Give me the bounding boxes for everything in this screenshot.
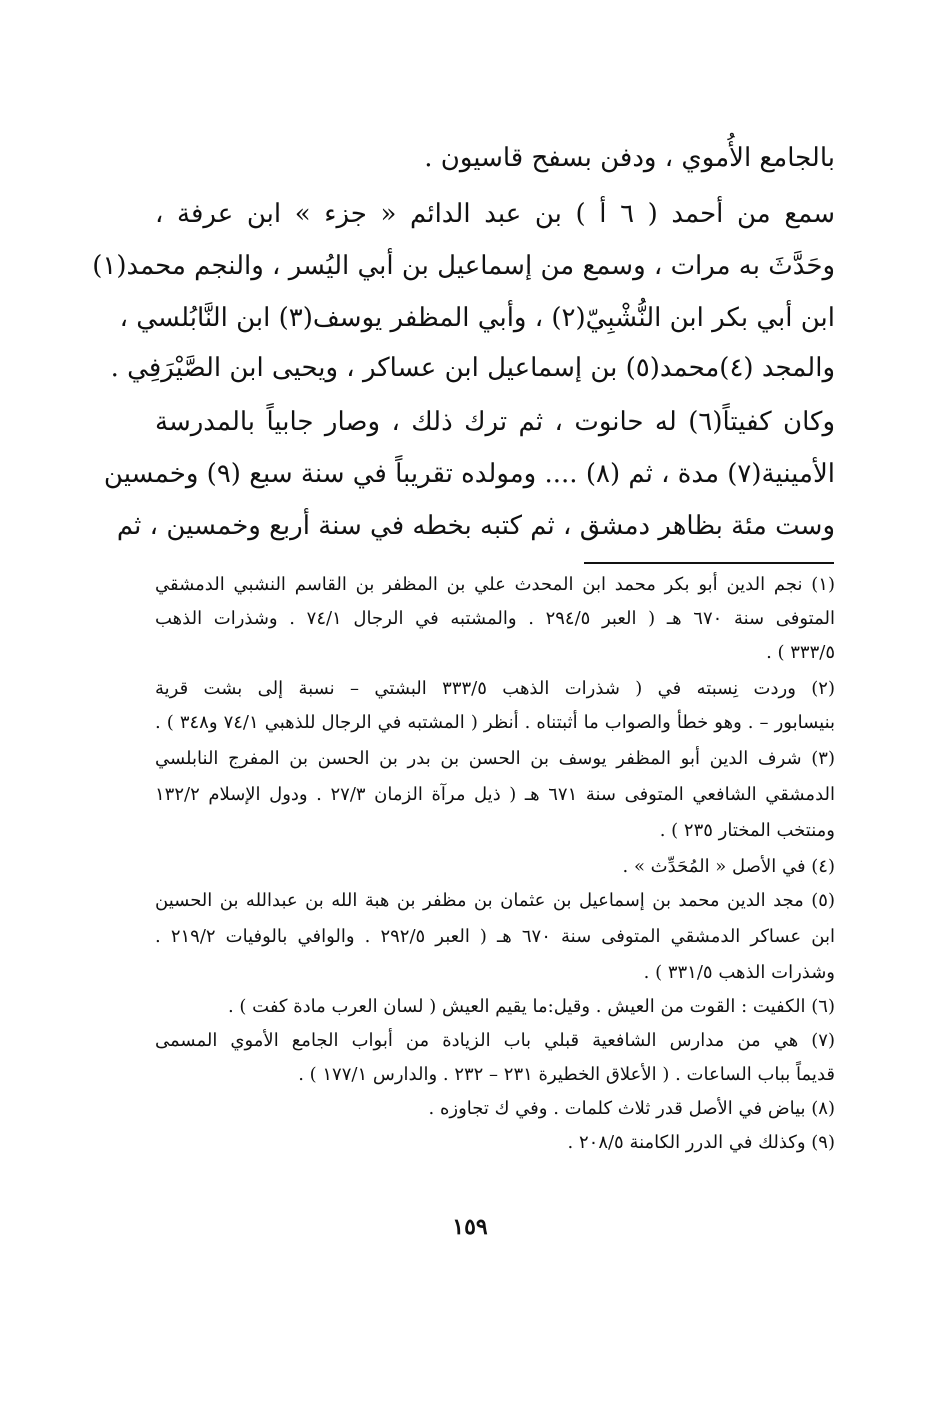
text-line: بالجامع الأُموي ، ودفن بسفح قاسيون . bbox=[424, 143, 835, 173]
page-number: ١٥٩ bbox=[452, 1214, 488, 1240]
footnote-line: ٣٣٣/٥ ) . bbox=[766, 642, 835, 663]
footnote-line: (١) نجم الدين أبو بكر محمد ابن المحدث علي بن المظفر بن القاسم النشبي الدمشقي bbox=[155, 574, 835, 595]
footnote-line: ومنتخب المختار ٢٣٥ ) . bbox=[659, 820, 835, 841]
footnote-line: الدمشقي الشافعي المتوفى سنة ٦٧١ هـ ( ذيل مرآة الزمان ٢٧/٣ . ودول الإسلام ١٣٢/٢ bbox=[155, 784, 836, 805]
footnote-line: (٩) وكذلك في الدرر الكامنة ٢٠٨/٥ . bbox=[567, 1132, 835, 1153]
text-line: وست مئة بظاهر دمشق ، ثم كتبه بخطه في سنة أربع وخمسين ، ثم bbox=[116, 511, 835, 541]
footnote-line: (٦) الكفيت : القوت من العيش . وقيل:ما يقيم العيش ( لسان العرب مادة كفت ) . bbox=[227, 996, 835, 1017]
footnote-line: قديماً بباب الساعات . ( الأعلاق الخطيرة ٢٣١ – ٢٣٢ . والدارس ١٧٧/١ ) . bbox=[298, 1064, 835, 1085]
footnote-line: (٣) شرف الدين أبو المظفر يوسف بن الحسن بن بدر بن الحسن بن المفرج النابلسي bbox=[155, 748, 835, 769]
text-line: الأمينية(٧) مدة ، ثم (٨) .... ومولده تقريباً في سنة سبع (٩) وخمسين bbox=[103, 459, 835, 489]
text-line: وكان كفيتاً(٦) له حانوت ، ثم ترك ذلك ، وصار جابياً بالمدرسة bbox=[155, 407, 835, 437]
footnote-line: (٤) في الأصل « المُحَدِّث » . bbox=[622, 856, 835, 877]
footnote-line: المتوفى سنة ٦٧٠ هـ ( العبر ٢٩٤/٥ . والمشتبه في الرجال ٧٤/١ . وشذرات الذهب bbox=[155, 608, 835, 629]
text-line: ابن أبي بكر ابن النُّشْبِيّ(٢) ، وأبي المظفر يوسف(٣) ابن النَّابُلسي ، bbox=[119, 303, 835, 333]
footnote-line: وشذرات الذهب ٣٣١/٥ ) . bbox=[643, 962, 835, 983]
text-line: والمجد (٤)محمد(٥) بن إسماعيل ابن عساكر ، ويحيى ابن الصَّيْرَفِي . bbox=[110, 353, 835, 383]
footnote-line: بنيسابور – . وهو خطأ والصواب ما أثبتناه . أنظر ( المشتبه في الرجال للذهبي ٧٤/١ و٣٤٨ ) . bbox=[155, 712, 836, 733]
footnote-line: ابن عساكر الدمشقي المتوفى سنة ٦٧٠ هـ ( العبر ٢٩٢/٥ . والوافي بالوفيات ٢١٩/٢ . bbox=[155, 926, 835, 947]
footnote-line: (٧) هي من مدارس الشافعية قبلي باب الزيادة من أبواب الجامع الأموي المسمى bbox=[155, 1030, 835, 1051]
footnote-line: (٨) بياض في الأصل قدر ثلاث كلمات . وفي ك تجاوزه . bbox=[428, 1098, 835, 1119]
text-line: وحَدَّثَ به مرات ، وسمع من إسماعيل بن أبي اليُسر ، والنجم محمد(١) bbox=[92, 251, 835, 281]
footnote-line: (٥) مجد الدين محمد بن إسماعيل بن عثمان بن مظفر بن هبة الله بن عبدالله بن الحسين bbox=[155, 890, 835, 911]
footnote-separator bbox=[584, 562, 834, 564]
text-line: سمع من أحمد ( ٦ أ ) بن عبد الدائم « جزء » ابن عرفة ، bbox=[155, 199, 835, 229]
footnote-line: (٢) وردت نِسبته في ( شذرات الذهب ٣٣٣/٥ البشتي – نسبة إلى بشت قرية bbox=[155, 678, 835, 699]
